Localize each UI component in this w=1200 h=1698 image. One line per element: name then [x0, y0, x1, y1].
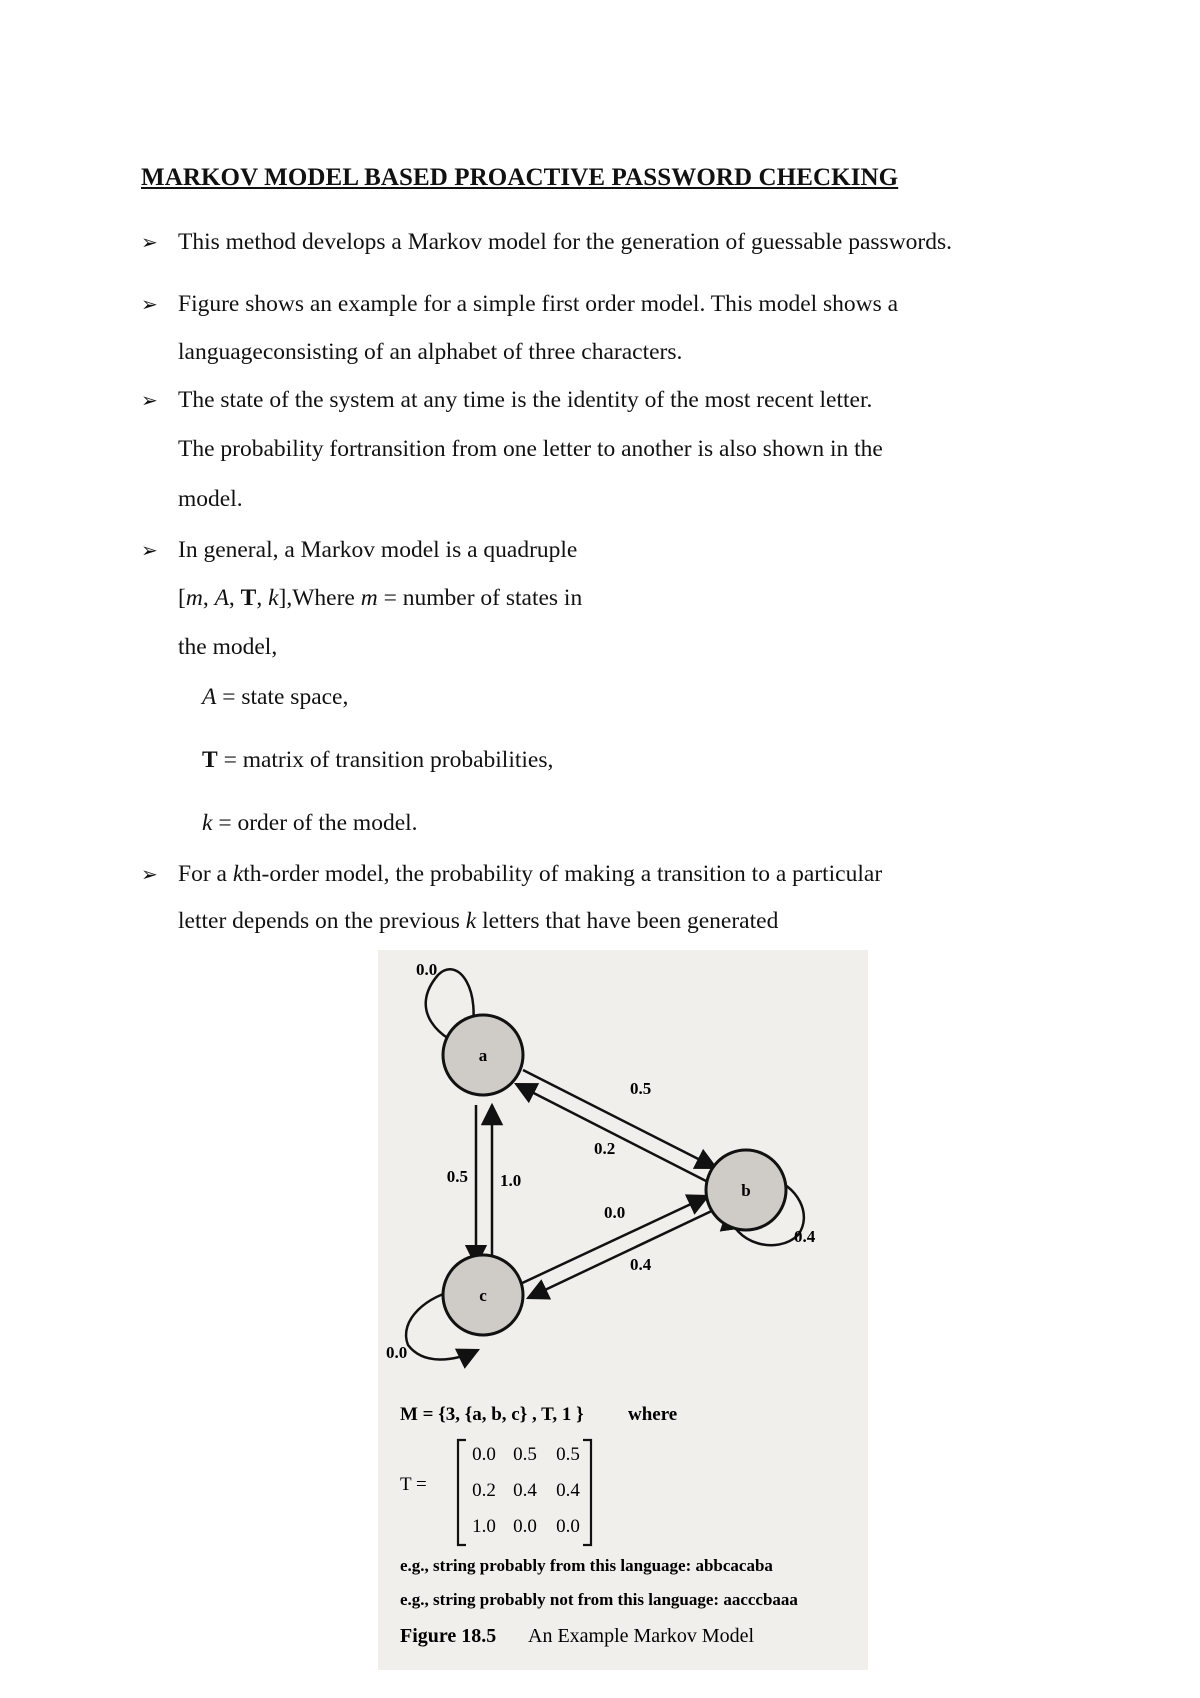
bullet-arrow-icon: ➢	[141, 292, 158, 316]
model-where: where	[628, 1404, 678, 1425]
matrix-cell: 0.5	[513, 1444, 537, 1465]
label-c-self: 0.0	[386, 1343, 408, 1362]
label-a-to-b: 0.5	[630, 1079, 652, 1098]
bullet-arrow-icon: ➢	[141, 388, 158, 412]
def-t: T = matrix of transition probabilities,	[202, 747, 554, 773]
state-a-label: a	[478, 1046, 488, 1065]
page-title: MARKOV MODEL BASED PROACTIVE PASSWORD CHECKING	[141, 164, 899, 191]
matrix-cell: 0.2	[472, 1480, 496, 1501]
quadruple-line: [m, A, T, k],Where m = number of states in	[178, 585, 583, 611]
bullet-4-line-1: In general, a Markov model is a quadruple	[178, 537, 578, 563]
model-line: M = {3, {a, b, c} , T, 1 }	[400, 1404, 584, 1425]
label-b-to-a: 0.2	[594, 1139, 616, 1158]
caption-number: Figure 18.5	[400, 1625, 497, 1647]
def-k: k = order of the model.	[202, 810, 418, 836]
bullet-arrow-icon: ➢	[141, 538, 158, 562]
bullet-arrow-icon: ➢	[141, 230, 158, 254]
matrix-cell: 0.0	[556, 1516, 580, 1537]
bullet-2-line-1: Figure shows an example for a simple first order model. This model shows a	[178, 291, 899, 317]
bullet-1-line-1: This method develops a Markov model for the generation of guessable passwords.	[178, 229, 953, 255]
matrix-cell: 1.0	[472, 1516, 496, 1537]
bullet-3-line-2: The probability fortransition from one letter to another is also shown in the	[178, 436, 883, 462]
state-b-label: b	[741, 1181, 751, 1200]
bullet-3-line-1: The state of the system at any time is the identity of the most recent letter.	[178, 387, 873, 413]
markov-diagram	[378, 950, 868, 1670]
bullet-2-line-2: languageconsisting of an alphabet of three characters.	[178, 339, 683, 365]
bullet-3-line-3: model.	[178, 486, 243, 512]
bullet-arrow-icon: ➢	[141, 862, 158, 886]
matrix-label: T =	[400, 1474, 427, 1495]
matrix-cell: 0.5	[556, 1444, 580, 1465]
matrix-cell: 0.0	[472, 1444, 496, 1465]
label-c-to-a: 1.0	[500, 1171, 522, 1190]
bullet-5-line-1: For a kth-order model, the probability of making a transition to a particular	[178, 861, 883, 887]
markov-figure	[378, 950, 868, 1670]
label-a-self: 0.0	[416, 960, 438, 979]
state-c-label: c	[479, 1286, 487, 1305]
quadruple-line-2: the model,	[178, 634, 278, 660]
label-b-to-c: 0.4	[630, 1255, 652, 1274]
matrix-cell: 0.4	[513, 1480, 537, 1501]
label-c-to-b: 0.0	[604, 1203, 626, 1222]
example-not: e.g., string probably not from this language: aacccbaaa	[400, 1590, 798, 1609]
label-b-self: 0.4	[794, 1227, 816, 1246]
edge-a-to-b	[523, 1070, 716, 1168]
matrix-left-bracket	[458, 1440, 466, 1545]
matrix-cell: 0.4	[556, 1480, 580, 1501]
matrix-right-bracket	[583, 1440, 591, 1545]
example-from: e.g., string probably from this language: abbcacaba	[400, 1556, 773, 1575]
label-a-to-c: 0.5	[446, 1167, 468, 1186]
edge-b-to-a	[516, 1084, 708, 1182]
caption-text: An Example Markov Model	[528, 1625, 755, 1647]
bullet-5-line-2: letter depends on the previous k letters that have been generated	[178, 908, 779, 934]
def-a: A = state space,	[202, 684, 349, 710]
matrix-cell: 0.0	[513, 1516, 537, 1537]
